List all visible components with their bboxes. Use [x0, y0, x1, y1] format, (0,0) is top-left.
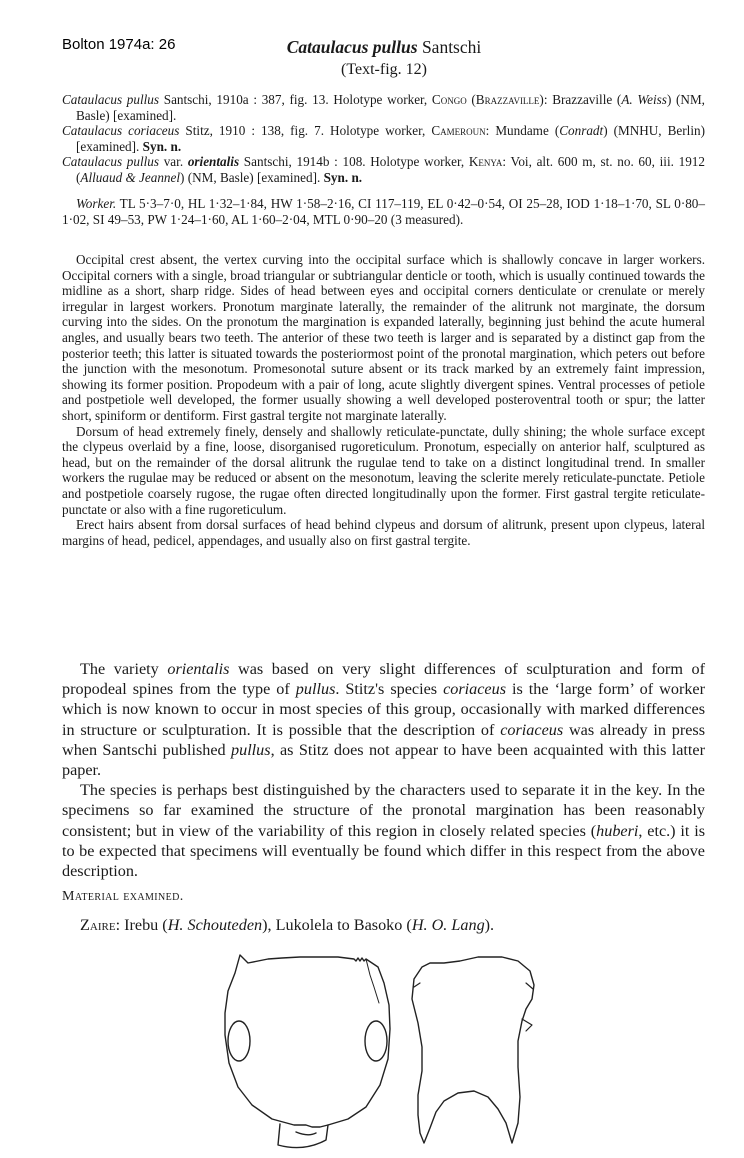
text-figure-ref: (Text-fig. 12) [341, 61, 427, 78]
collector: H. O. Lang [411, 916, 485, 934]
discussion-paragraph: The variety orientalis was based on very slight differences of sculpturation and form of propodeal spines from the type of pullus. Stitz's species coriaceus is the ‘large form’ of worker which is now known to occur in most species of this group, occasionally with marked differences in structure or sculpturation. It is possible that the description of coriaceus was already in press when Santschi published pullus, as Stitz does not appear to have been acquainted with this latter paper. [62, 660, 706, 780]
alitrunk-outline [412, 957, 534, 1143]
collector: H. Schouteden [167, 916, 263, 934]
taxon-name: Cataulacus pullus [62, 154, 160, 170]
species-name: Cataulacus pullus [286, 37, 418, 57]
type-locality-country: Congo (Brazzaville) [431, 92, 544, 107]
species-title [0, 36, 744, 59]
species-heading [0, 36, 744, 81]
description-paragraph: Erect hairs absent from dorsal surfaces of head behind clypeus and dorsum of alitrunk, present upon clypeus, lateral margins of head, pedicel, appendages, and usually also on first gastral tergite. [62, 517, 705, 548]
synonym-status: Syn. n. [323, 169, 363, 185]
eye-right [365, 1021, 387, 1061]
synonymy-entry: Cataulacus pullus var. orientalis Santschi, 1914b : 108. Holotype worker, Kenya: Voi, alt. 600 m, st. no. 60, iii. 1912 (Alluaud & Jeannel) (NM, Basle) [examined]. Syn. n. [62, 154, 705, 185]
taxon-name: Cataulacus coriaceus [62, 123, 180, 139]
discussion-block [62, 659, 705, 881]
material-examined: Zaire: Irebu (H. Schouteden), Lukolela to Basoko (H. O. Lang). [80, 916, 495, 934]
variety-name: orientalis [187, 154, 240, 170]
synonym-status: Syn. n. [142, 138, 182, 154]
eye-left [228, 1021, 250, 1061]
taxon-name: Cataulacus pullus [62, 92, 160, 107]
synonymy-entry: Cataulacus coriaceus Stitz, 1910 : 138, fig. 7. Holotype worker, Cameroun: Mundame (Conradt) (MNHU, Berlin) [examined]. Syn. n. [62, 123, 705, 154]
synonymy-block [62, 92, 705, 186]
collector: A. Weiss [621, 92, 667, 107]
synonymy-entry: Cataulacus pullus Santschi, 1910a : 387, fig. 13. Holotype worker, Congo (Brazzaville): Brazzaville (A. Weiss) (NM, Basle) [examined]. [62, 92, 705, 123]
description-paragraph: Dorsum of head extremely finely, densely and shallowly reticulate-punctate, dully shining; the whole surface except the clypeus overlaid by a fine, loose, disorganised rugoreticulum. Pronotum, especially on anterior half, sculptured as head, but on the remainder of the dorsal alitrunk the rugulae tend to take on a distinct longitudinal trend. In smaller workers the rugulae may be reduced or absent on the mesonotum, leaving the sclerite merely reticulate-punctate. Petiole and postpetiole coarsely rugose, the rugae often directed longitudinally upon the former. First gastral tergite reticulate-punctate or also with a fine rugoreticulum. [62, 423, 705, 517]
text-figure-illustration [208, 947, 538, 1152]
measurements-block [62, 196, 705, 227]
description-block [62, 252, 705, 548]
ant-outline-drawings [208, 947, 538, 1152]
source-reference: Bolton 1974a: 26 [62, 36, 176, 53]
measurements-text: TL 5·3–7·0, HL 1·32–1·84, HW 1·58–2·16, CI 117–119, EL 0·42–0·54, OI 25–28, IOD 1·18–1·70, SL 0·80–1·02, SI 49–53, PW 1·24–1·60, AL 1·60–2·04, MTL 0·90–20 (3 measured). [62, 196, 705, 227]
type-locality-country: Kenya [468, 154, 503, 170]
description-paragraph: Occipital crest absent, the vertex curving into the occipital surface which is shallowly concave in larger workers. Occipital corners with a single, broad triangular or subtriangular denticle or tooth, which is usually continued towards the midline as a short, sharp ridge. Sides of head between eyes and occipital corners denticulate or crenulate or merely irregular in largest workers. Pronotum marginate laterally, the remainder of the alitrunk not marginate, the dorsum curving into the sides. On the pronotum the margination is expanded laterally, beginning just behind the acute humeral angles, and usually bears two teeth. The anterior of these two teeth is larger and is separated by a distinct gap from the posterior teeth; this latter is situated towards the posteriormost point of the pronotal margination, which peters out before the junction with the mesonotum. Promesonotal suture absent or its track marked by an extremely faint impression, showing its former position. Propodeum with a pair of long, acute slightly divergent spines. Ventral processes of petiole and postpetiole well developed, the former usually showing a well developed posteroventral tooth or spur; the latter short, spiniform or dentiform. First gastral tergite not marginate laterally. [62, 252, 705, 423]
material-heading: Material examined. [62, 889, 184, 904]
type-locality-country: Cameroun [431, 123, 486, 139]
collector: Alluaud & Jeannel [80, 169, 181, 185]
material-country: Zaire [80, 916, 116, 934]
caste-label: Worker. [76, 196, 117, 211]
discussion-paragraph: The species is perhaps best distinguished by the characters used to separate it in the key. In the specimens so far examined the structure of the pronotal margination has been reasonably consistent; but in view of the variability of this region in closely related species (huberi, etc.) it is to be expected that specimens will eventually be found which differ in this respect from the above description. [62, 781, 705, 881]
collector: Conradt [559, 123, 604, 139]
species-author: Santschi [421, 37, 482, 57]
